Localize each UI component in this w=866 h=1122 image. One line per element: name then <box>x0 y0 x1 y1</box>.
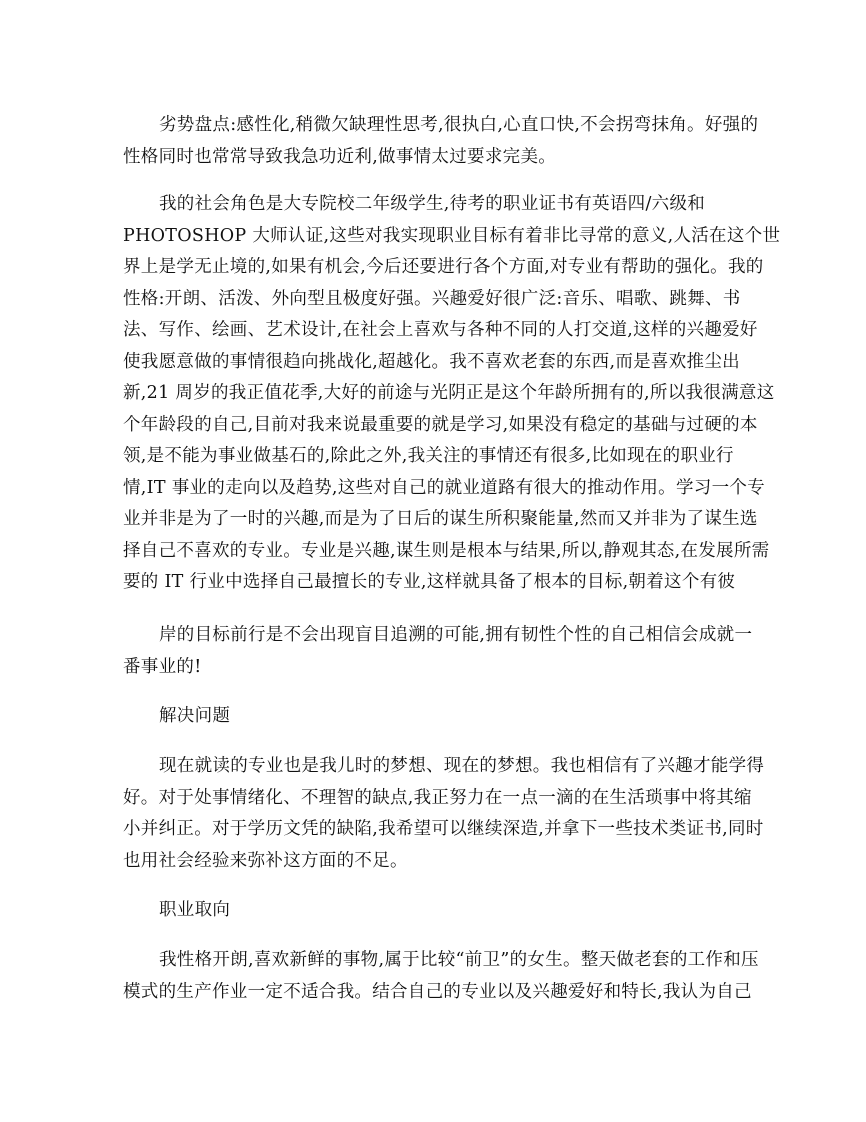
paragraph-line: 个年龄段的自己,目前对我来说最重要的就是学习,如果没有稳定的基础与过硬的本 <box>123 414 758 435</box>
paragraph-line: 劣势盘点:感性化,稍微欠缺理性思考,很执白,心直口快,不会拐弯抹角。好强的 <box>159 115 759 135</box>
paragraph-line: 领,是不能为事业做基石的,除此之外,我关注的事情还有很多,比如现在的职业行 <box>123 446 734 466</box>
paragraph-line: 好。对于处事情绪化、不理智的缺点,我正努力在一点一滴的在生活琐事中将其缩 <box>123 787 752 808</box>
paragraph-line: 法、写作、绘画、艺术设计,在社会上喜欢与各种不同的人打交道,这样的兴趣爱好 <box>123 320 758 340</box>
paragraph-line: 新,21 周岁的我正值花季,大好的前途与光阴正是这个年龄所拥有的,所以我很满意这 <box>123 383 775 403</box>
paragraph-line: 小并纠正。对于学历文凭的缺陷,我希望可以继续深造,并拿下一些技术类证书,同时 <box>123 819 764 839</box>
paragraph-line: 性格同时也常常导致我急功近利,做事情太过要求完美。 <box>123 146 557 167</box>
paragraph-line: 情,IT 事业的走向以及趋势,这些对自己的就业道路有很大的推动作用。学习一个专 <box>123 477 765 498</box>
paragraph-line: 岸的目标前行是不会出现盲目追溯的可能,拥有韧性个性的自己相信会成就一 <box>159 625 753 645</box>
paragraph-line: 择自己不喜欢的专业。专业是兴趣,谋生则是根本与结果,所以,静观其态,在发展所需 <box>123 540 770 561</box>
paragraph-line: 要的 IT 行业中选择自己最擅长的专业,这样就具备了根本的目标,朝着这个有彼 <box>123 572 736 592</box>
paragraph-line: PHOTOSHOP 大师认证,这些对我实现职业目标有着非比寻常的意义,人活在这个世 <box>123 225 781 246</box>
paragraph-line: 界上是学无止境的,如果有机会,今后还要进行各个方面,对专业有帮助的强化。我的 <box>123 257 764 277</box>
paragraph-line: 我的社会角色是大专院校二年级学生,待考的职业证书有英语四/六级和 <box>159 194 706 214</box>
paragraph-line: 也用社会经验来弥补这方面的不足。 <box>123 850 408 871</box>
paragraph-line: 我性格开朗,喜欢新鲜的事物,属于比较“前卫”的女生。整天做老套的工作和压 <box>159 950 759 970</box>
paragraph-line: 现在就读的专业也是我儿时的梦想、现在的梦想。我也相信有了兴趣才能学得 <box>159 756 765 776</box>
paragraph-line: 使我愿意做的事情很趋向挑战化,超越化。我不喜欢老套的东西,而是喜欢推尘出 <box>123 351 740 372</box>
section-heading: 职业取向 <box>159 900 231 920</box>
section-heading: 解决问题 <box>159 706 231 726</box>
paragraph-line: 业并非是为了一时的兴趣,而是为了日后的谋生所积聚能量,然而又并非为了谋生选 <box>123 509 758 529</box>
paragraph-line: 性格:开朗、活泼、外向型且极度好强。兴趣爱好很广泛:音乐、唱歌、跳舞、书 <box>123 288 741 309</box>
paragraph-line: 模式的生产作业一定不适合我。结合自己的专业以及兴趣爱好和特长,我认为自己 <box>123 981 752 1002</box>
paragraph-line: 番事业的! <box>123 656 202 677</box>
